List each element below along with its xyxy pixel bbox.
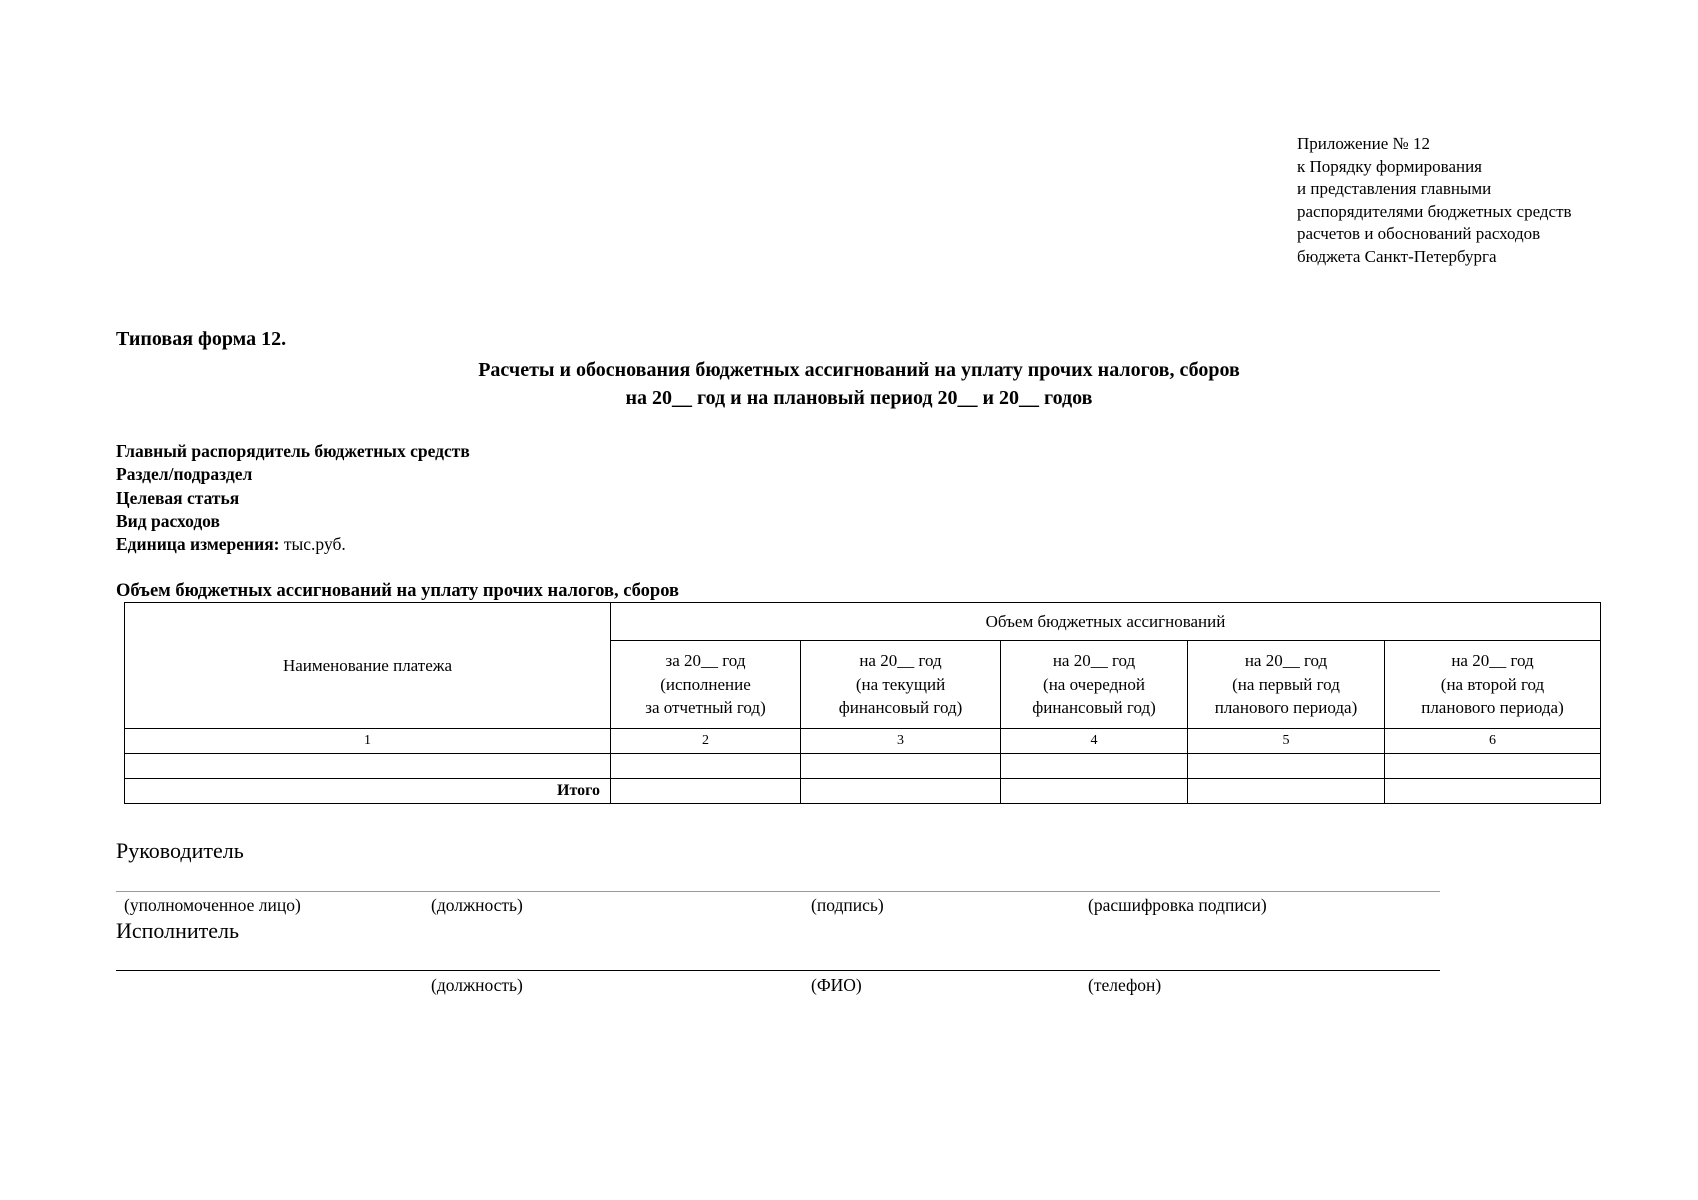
period-header: [611, 641, 801, 729]
period-header-line: (на очередной: [1043, 674, 1145, 694]
unit-label: Единица измерения:: [116, 534, 280, 555]
annex-line: Приложение № 12: [1297, 134, 1430, 153]
authorized-person-caption: (уполномоченное лицо): [124, 895, 301, 915]
executor-name-caption: (ФИО): [811, 975, 862, 995]
annex-note: [1297, 133, 1572, 268]
executor-signature-line: [116, 970, 1440, 971]
period-header: [1188, 641, 1385, 729]
period-header-line: (на первый год: [1232, 674, 1340, 694]
document-title-line: Расчеты и обоснования бюджетных ассигнований на уплату прочих налогов, сборов: [478, 359, 1240, 381]
period-header-line: планового периода): [1421, 698, 1564, 718]
column-number: 5: [1188, 729, 1385, 754]
period-header-line: (на второй год: [1440, 674, 1545, 694]
column-number: 6: [1385, 729, 1601, 754]
section-label: Раздел/подраздел: [116, 464, 253, 485]
annex-line: расчетов и обоснований расходов: [1297, 224, 1541, 243]
period-header-line: на 20__ год: [1244, 651, 1328, 671]
target-item-label: Целевая статья: [116, 487, 240, 508]
period-header-line: на 20__ год: [1451, 651, 1534, 671]
column-number-row: [125, 729, 1601, 754]
table-cell[interactable]: [1188, 753, 1385, 778]
period-header-line: планового периода): [1214, 698, 1358, 718]
column-number: 4: [1001, 729, 1188, 754]
signature-decoding-caption: (расшифровка подписи): [1088, 895, 1267, 915]
executor-label: Исполнитель: [116, 918, 240, 943]
annex-line: бюджета Санкт-Петербурга: [1297, 246, 1497, 266]
allocations-group-header: Объем бюджетных ассигнований: [611, 603, 1601, 641]
total-cell[interactable]: [1188, 778, 1385, 803]
document-title-line: на 20__ год и на плановый период 20__ и 20__ годов: [625, 387, 1093, 409]
head-position-caption: (должность): [431, 895, 523, 915]
signature-caption: (подпись): [811, 895, 884, 915]
total-row: [125, 778, 1601, 803]
period-header-line: за 20__ год: [665, 651, 746, 671]
period-header: [1385, 641, 1601, 729]
period-header: [801, 641, 1001, 729]
payment-name-header: Наименование платежа: [125, 603, 611, 729]
period-header-line: на 20__ год: [1052, 651, 1136, 671]
form-title: Типовая форма 12.: [116, 328, 287, 350]
table-cell[interactable]: [611, 753, 801, 778]
total-cell[interactable]: [801, 778, 1001, 803]
annex-line: и представления главными: [1297, 179, 1492, 198]
table-caption: Объем бюджетных ассигнований на уплату прочих налогов, сборов: [116, 581, 679, 601]
total-cell[interactable]: [611, 778, 801, 803]
total-cell[interactable]: [1001, 778, 1188, 803]
header-row: [125, 603, 1601, 641]
unit-value: тыс.руб.: [279, 534, 346, 555]
annex-line: распорядителями бюджетных средств: [1297, 201, 1572, 221]
main-manager-label: Главный распорядитель бюджетных средств: [116, 441, 470, 461]
column-number: 2: [611, 729, 801, 754]
expense-type-label: Вид расходов: [116, 510, 220, 531]
column-number: 1: [125, 729, 611, 754]
table-cell[interactable]: [801, 753, 1001, 778]
table-cell[interactable]: [1001, 753, 1188, 778]
period-header-line: на 20__ год: [859, 651, 942, 671]
table-row: [125, 753, 1601, 778]
executor-position-caption: (должность): [431, 975, 523, 995]
total-cell[interactable]: [1385, 778, 1601, 803]
period-header-line: финансовый год): [838, 698, 963, 718]
period-header-line: за отчетный год): [645, 698, 766, 718]
head-label: Руководитель: [116, 838, 244, 863]
table-cell[interactable]: [1385, 753, 1601, 778]
period-header-line: финансовый год): [1032, 698, 1156, 718]
annex-line: к Порядку формирования: [1297, 156, 1482, 176]
period-header-line: (на текущий: [855, 674, 946, 694]
total-label: Итого: [125, 778, 611, 803]
document-title: [116, 356, 1602, 412]
unit-row: [116, 533, 470, 556]
head-signature-line: [116, 891, 1440, 892]
executor-phone-caption: (телефон): [1088, 975, 1162, 995]
period-header: [1001, 641, 1188, 729]
column-number: 3: [801, 729, 1001, 754]
table-cell[interactable]: [125, 753, 611, 778]
form-meta: [116, 440, 470, 556]
period-header-line: (исполнение: [660, 674, 751, 694]
allocations-table: [124, 602, 1601, 804]
